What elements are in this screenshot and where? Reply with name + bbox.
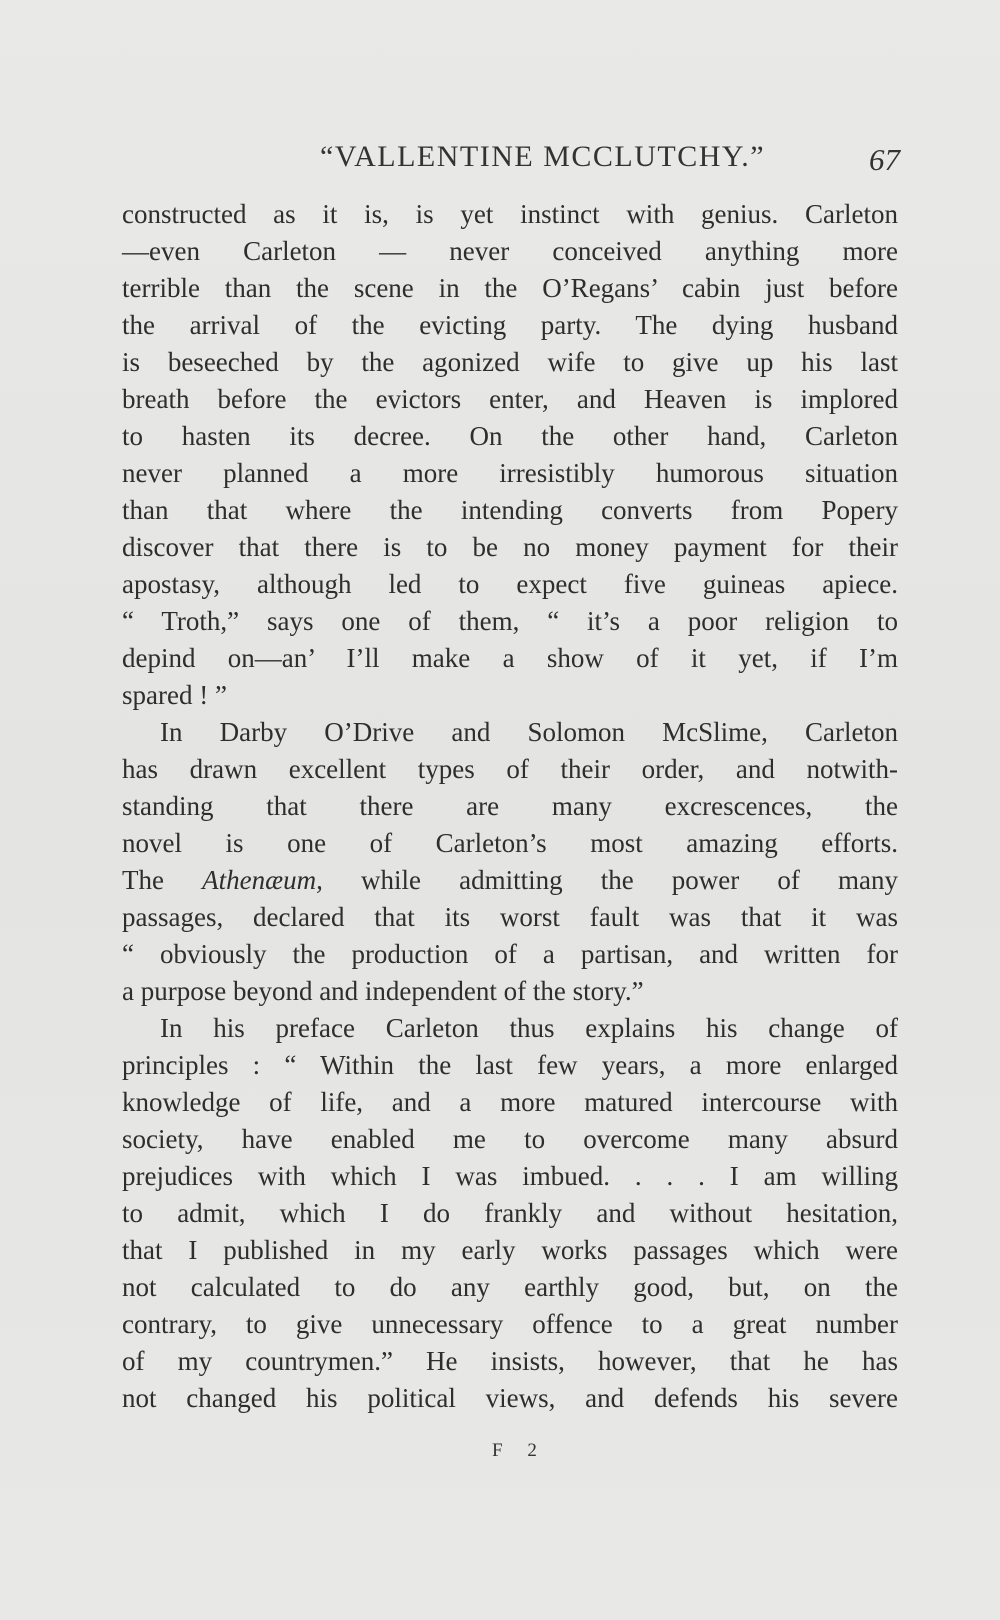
text-line: apostasy, although led to expect five guineas apiece. bbox=[122, 569, 898, 599]
text-line: society, have enabled me to overcome many absurd bbox=[122, 1124, 898, 1154]
text-line: In his preface Carleton thus explains his change of bbox=[160, 1013, 898, 1043]
text-line: breath before the evictors enter, and Heaven is implored bbox=[122, 384, 898, 414]
text-line: never planned a more irresistibly humorous situation bbox=[122, 458, 898, 488]
text-line: principles : “ Within the last few years, a more enlarged bbox=[122, 1050, 898, 1080]
text-line: to admit, which I do frankly and without hesitation, bbox=[122, 1198, 898, 1228]
text-line: than that where the intending converts from Popery bbox=[122, 495, 898, 525]
text-line: has drawn excellent types of their order, and notwith- bbox=[122, 754, 898, 784]
text-line: terrible than the scene in the O’Regans’ cabin just before bbox=[122, 273, 898, 303]
text-line: In Darby O’Drive and Solomon McSlime, Carleton bbox=[160, 717, 898, 747]
text-line: passages, declared that its worst fault was that it was bbox=[122, 902, 898, 932]
text-line: discover that there is to be no money payment for their bbox=[122, 532, 898, 562]
text-line: knowledge of life, and a more matured intercourse with bbox=[122, 1087, 898, 1117]
text-line: not calculated to do any earthly good, but, on the bbox=[122, 1272, 898, 1302]
text-line: the arrival of the evicting party. The dying husband bbox=[122, 310, 898, 340]
text-line-with-italic bbox=[122, 862, 898, 899]
page-number: 67 bbox=[869, 142, 900, 177]
text-line: “ obviously the production of a partisan, and written for bbox=[122, 939, 898, 969]
text-line: standing that there are many excrescences, the bbox=[122, 791, 898, 821]
text-line: a purpose beyond and independent of the story.” bbox=[122, 976, 644, 1006]
text-line: novel is one of Carleton’s most amazing efforts. bbox=[122, 828, 898, 858]
text-line: —even Carleton — never conceived anything more bbox=[122, 236, 898, 266]
text-line: is beseeched by the agonized wife to give up his last bbox=[122, 347, 898, 377]
italic-title: Athenæum, bbox=[202, 865, 323, 895]
text-line: spared ! ” bbox=[122, 680, 227, 710]
text-line: “ Troth,” says one of them, “ it’s a poor religion to bbox=[122, 606, 898, 636]
text-line: depind on—an’ I’ll make a show of it yet, if I’m bbox=[122, 643, 898, 673]
paragraph-1 bbox=[122, 196, 898, 714]
text-line: prejudices with which I was imbued. . . . I am willing bbox=[122, 1161, 898, 1191]
signature-mark: F 2 bbox=[492, 1440, 547, 1461]
text-line: not changed his political views, and defends his severe bbox=[122, 1383, 898, 1413]
text-line: constructed as it is, is yet instinct with genius. Carleton bbox=[122, 199, 898, 229]
running-head bbox=[120, 140, 900, 180]
text-line: to hasten its decree. On the other hand, Carleton bbox=[122, 421, 898, 451]
text-line: contrary, to give unnecessary offence to a great number bbox=[122, 1309, 898, 1339]
paragraph-3 bbox=[122, 1010, 898, 1417]
text-line: of my countrymen.” He insists, however, that he has bbox=[122, 1346, 898, 1376]
line-rest: while admitting the power of many bbox=[360, 865, 898, 895]
running-title: “VALLENTINE MCCLUTCHY.” bbox=[320, 140, 766, 173]
line-prefix: The bbox=[122, 865, 164, 895]
text-line: that I published in my early works passages which were bbox=[122, 1235, 898, 1265]
paragraph-2 bbox=[122, 714, 898, 1010]
body-text bbox=[122, 196, 898, 1417]
